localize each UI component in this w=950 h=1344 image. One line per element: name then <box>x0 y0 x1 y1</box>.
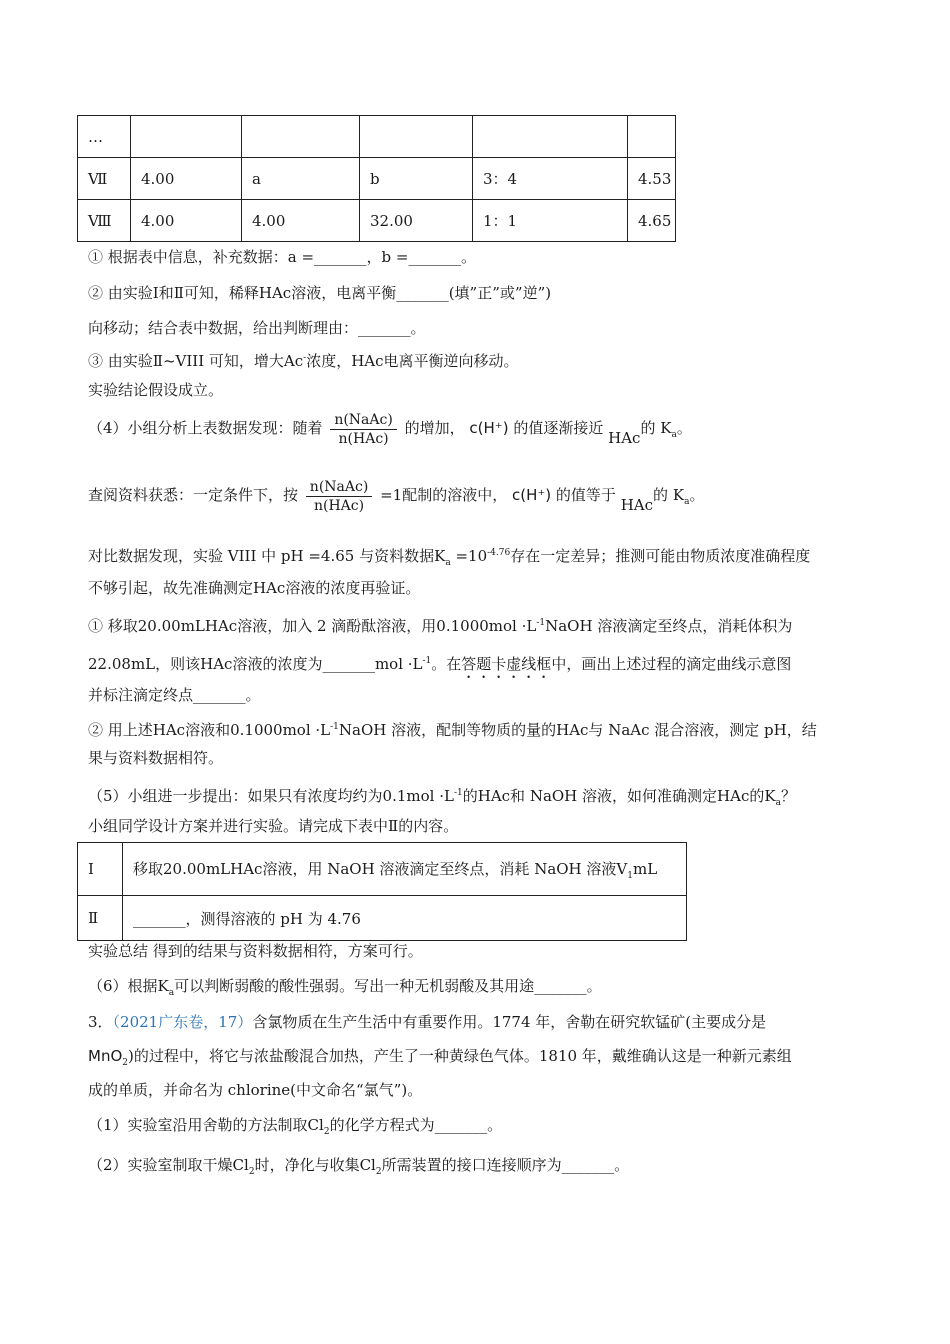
text-span: （1）实验室沿用舍勒的方法制取Cl <box>88 1116 324 1134</box>
text-span: NaOH 溶液滴定至终点，消耗体积为 <box>545 617 793 635</box>
subscript: 2 <box>323 1127 330 1137</box>
text-span: 移取20.00mLHAc溶液，用 NaOH 溶液滴定至终点，消耗 NaOH 溶液 <box>133 859 617 878</box>
text-span: 浓度，HAc电离平衡逆向移动。 <box>306 352 519 370</box>
superscript: - <box>303 353 307 363</box>
superscript: -1 <box>330 722 339 732</box>
text-line: ① 根据表中信息，补充数据：a =_______，b =_______。 <box>88 248 476 266</box>
text-span: ② 用上述HAc溶液和0.1000mol ·L <box>88 721 331 739</box>
text-line <box>88 717 817 740</box>
hydrogen-ion-concentration: c(H⁺) <box>469 419 509 437</box>
formula: MnO <box>88 1047 123 1065</box>
text-line: 并标注滴定终点_______。 <box>88 686 261 704</box>
text-line: 成的单质，并命名为 chlorine(中文命名“氯气”)。 <box>88 1081 423 1099</box>
superscript: -4.76 <box>487 548 511 558</box>
table-cell: Ⅷ <box>78 200 131 242</box>
ka-symbol: K <box>157 977 169 995</box>
table-cell <box>131 116 242 158</box>
text-span: )的过程中，将它与浓盐酸混合加热，产生了一种黄绿色气体。1810 年，戴维确认这是一种新元素组 <box>128 1047 792 1065</box>
text-line <box>88 783 796 813</box>
text-span: 。 <box>689 486 705 504</box>
text-line <box>88 1155 629 1182</box>
table-cell: a <box>242 158 360 200</box>
question-source: （2021广东卷，17） <box>112 1013 253 1031</box>
text-span: 时，净化与收集Cl <box>254 1156 376 1174</box>
text-span: （6）根据 <box>88 977 158 995</box>
volume-symbol: V <box>616 859 628 878</box>
ka-symbol: K <box>660 419 672 437</box>
subscript: a <box>671 430 677 440</box>
text-span: 的化学方程式为_______。 <box>329 1116 503 1134</box>
text-line: ② 由实验Ⅰ和Ⅱ可知，稀释HAc溶液，电离平衡_______(填”正”或”逆”) <box>88 284 552 302</box>
text-span: 存在一定差异；推测可能由物质浓度准确程度 <box>510 547 811 565</box>
text-line <box>88 348 519 371</box>
subscript: a <box>168 988 175 998</box>
text-line <box>88 613 792 636</box>
table-cell: 32.00 <box>360 200 473 242</box>
text-span: 中，画出上述过程的滴定曲线示意图 <box>551 655 792 673</box>
text-line: 果与资料数据相符。 <box>88 749 224 767</box>
table-row <box>78 200 676 242</box>
table-cell: … <box>78 116 131 158</box>
table-cell <box>242 116 360 158</box>
text-span: 含氯物质在生产生活中有重要作用。1774 年，舍勒在研究软锰矿(主要成分是 <box>252 1013 767 1031</box>
text-line: 实验结论假设成立。 <box>88 381 224 399</box>
text-span: NaOH 溶液，配制等物质的量的HAc与 NaAc 混合溶液，测定 pH，结 <box>338 721 817 739</box>
text-span: 的 <box>640 419 656 437</box>
table-cell: b <box>360 158 473 200</box>
table-cell: Ⅶ <box>78 158 131 200</box>
table-cell <box>628 116 676 158</box>
superscript: -1 <box>422 656 432 666</box>
question-4-line <box>88 408 692 458</box>
text-span: mL <box>633 859 658 878</box>
text-span: 对比数据发现，实验 VIII 中 pH =4.65 与资料数据K <box>88 547 446 565</box>
table-row <box>78 843 687 896</box>
text-line: 向移动；结合表中数据，给出判断理由：_______。 <box>88 319 426 337</box>
text-span: 的HAc和 NaOH 溶液，如何准确测定HAc的 <box>462 787 765 805</box>
experiment-plan-table <box>77 842 687 941</box>
text-line: 实验总结 得到的结果与资料数据相符，方案可行。 <box>88 942 423 960</box>
table-cell: 4.65 <box>628 200 676 242</box>
subscript: 2 <box>375 1167 382 1177</box>
subscript: a <box>684 497 690 507</box>
text-line <box>88 976 602 1003</box>
subscript: 1 <box>627 870 633 881</box>
text-span: 的 <box>653 486 669 504</box>
ka-symbol: K <box>764 787 776 805</box>
table-cell: 3：4 <box>473 158 628 200</box>
hac-label: HAc <box>620 496 654 514</box>
table-cell: Ⅰ <box>78 843 123 896</box>
fraction <box>330 411 397 448</box>
subscript: a <box>775 798 781 808</box>
text-line <box>88 1115 502 1142</box>
text-span: =10 <box>450 547 488 565</box>
table-row <box>78 116 676 158</box>
text-span: 22.08mL，则该HAc溶液的浓度为_______mol ·L <box>88 655 423 673</box>
table-cell: 1：1 <box>473 200 628 242</box>
hydrogen-ion-concentration: c(H⁺) <box>511 486 552 504</box>
question-number: 3． <box>88 1013 113 1031</box>
table-cell <box>123 843 687 896</box>
text-line <box>88 1046 792 1073</box>
table-cell <box>473 116 628 158</box>
fraction-numerator: n(NaAc) <box>330 411 397 430</box>
table-cell: 4.00 <box>131 158 242 200</box>
fraction-numerator: n(NaAc) <box>306 478 373 497</box>
table-cell: 4.00 <box>242 200 360 242</box>
hac-label: HAc <box>608 429 641 447</box>
text-span: 的值逐渐接近 <box>513 419 604 437</box>
text-span: 所需装置的接口连接顺序为_______。 <box>381 1156 630 1174</box>
text-span: 可以判断弱酸的酸性强弱。写出一种无机弱酸及其用途_______。 <box>174 977 602 995</box>
text-span: ① 移取20.00mLHAc溶液，加入 2 滴酚酞溶液，用0.1000mol ·L <box>88 617 537 635</box>
data-table <box>77 115 676 242</box>
fraction-denominator: n(HAc) <box>338 430 389 447</box>
text-span: 。 <box>676 419 692 437</box>
text-line <box>88 651 791 682</box>
subscript: a <box>445 558 451 568</box>
text-span: （4）小组分析上表数据发现：随着 <box>88 419 323 437</box>
text-span: 。在 <box>431 655 462 673</box>
superscript: -1 <box>453 788 463 798</box>
text-span: （2）实验室制取干燥Cl <box>88 1156 249 1174</box>
subscript: 2 <box>122 1058 128 1068</box>
table-cell: 4.00 <box>131 200 242 242</box>
text-span: ③ 由实验Ⅱ~VIII 可知，增大Ac <box>88 352 304 370</box>
text-line: 不够引起，故先准确测定HAc溶液的浓度再验证。 <box>88 579 421 597</box>
table-cell: 4.53 <box>628 158 676 200</box>
table-row <box>78 158 676 200</box>
text-line <box>88 543 810 573</box>
text-line: 小组同学设计方案并进行实验。请完成下表中Ⅱ的内容。 <box>88 817 459 835</box>
superscript: -1 <box>536 618 546 628</box>
table-row <box>78 896 687 941</box>
text-span: 查阅资料获悉：一定条件下，按 <box>88 486 299 504</box>
table-cell <box>360 116 473 158</box>
fraction <box>306 478 373 515</box>
text-span: （5）小组进一步提出：如果只有浓度均约为0.1mol ·L <box>88 787 454 805</box>
table-cell: _______，测得溶液的 pH 为 4.76 <box>123 896 687 941</box>
text-line <box>88 475 704 525</box>
fraction-denominator: n(HAc) <box>313 497 365 514</box>
text-span: 的增加， <box>404 419 465 437</box>
text-span: 的值等于 <box>555 486 616 504</box>
question-3-line <box>88 1012 766 1032</box>
subscript: 2 <box>248 1167 255 1177</box>
emphasized-text: 答题卡虚线框 <box>461 655 552 673</box>
ka-symbol: K <box>672 486 685 504</box>
text-span: =1配制的溶液中， <box>380 486 508 504</box>
table-cell: Ⅱ <box>78 896 123 941</box>
text-span: ？ <box>780 787 796 805</box>
